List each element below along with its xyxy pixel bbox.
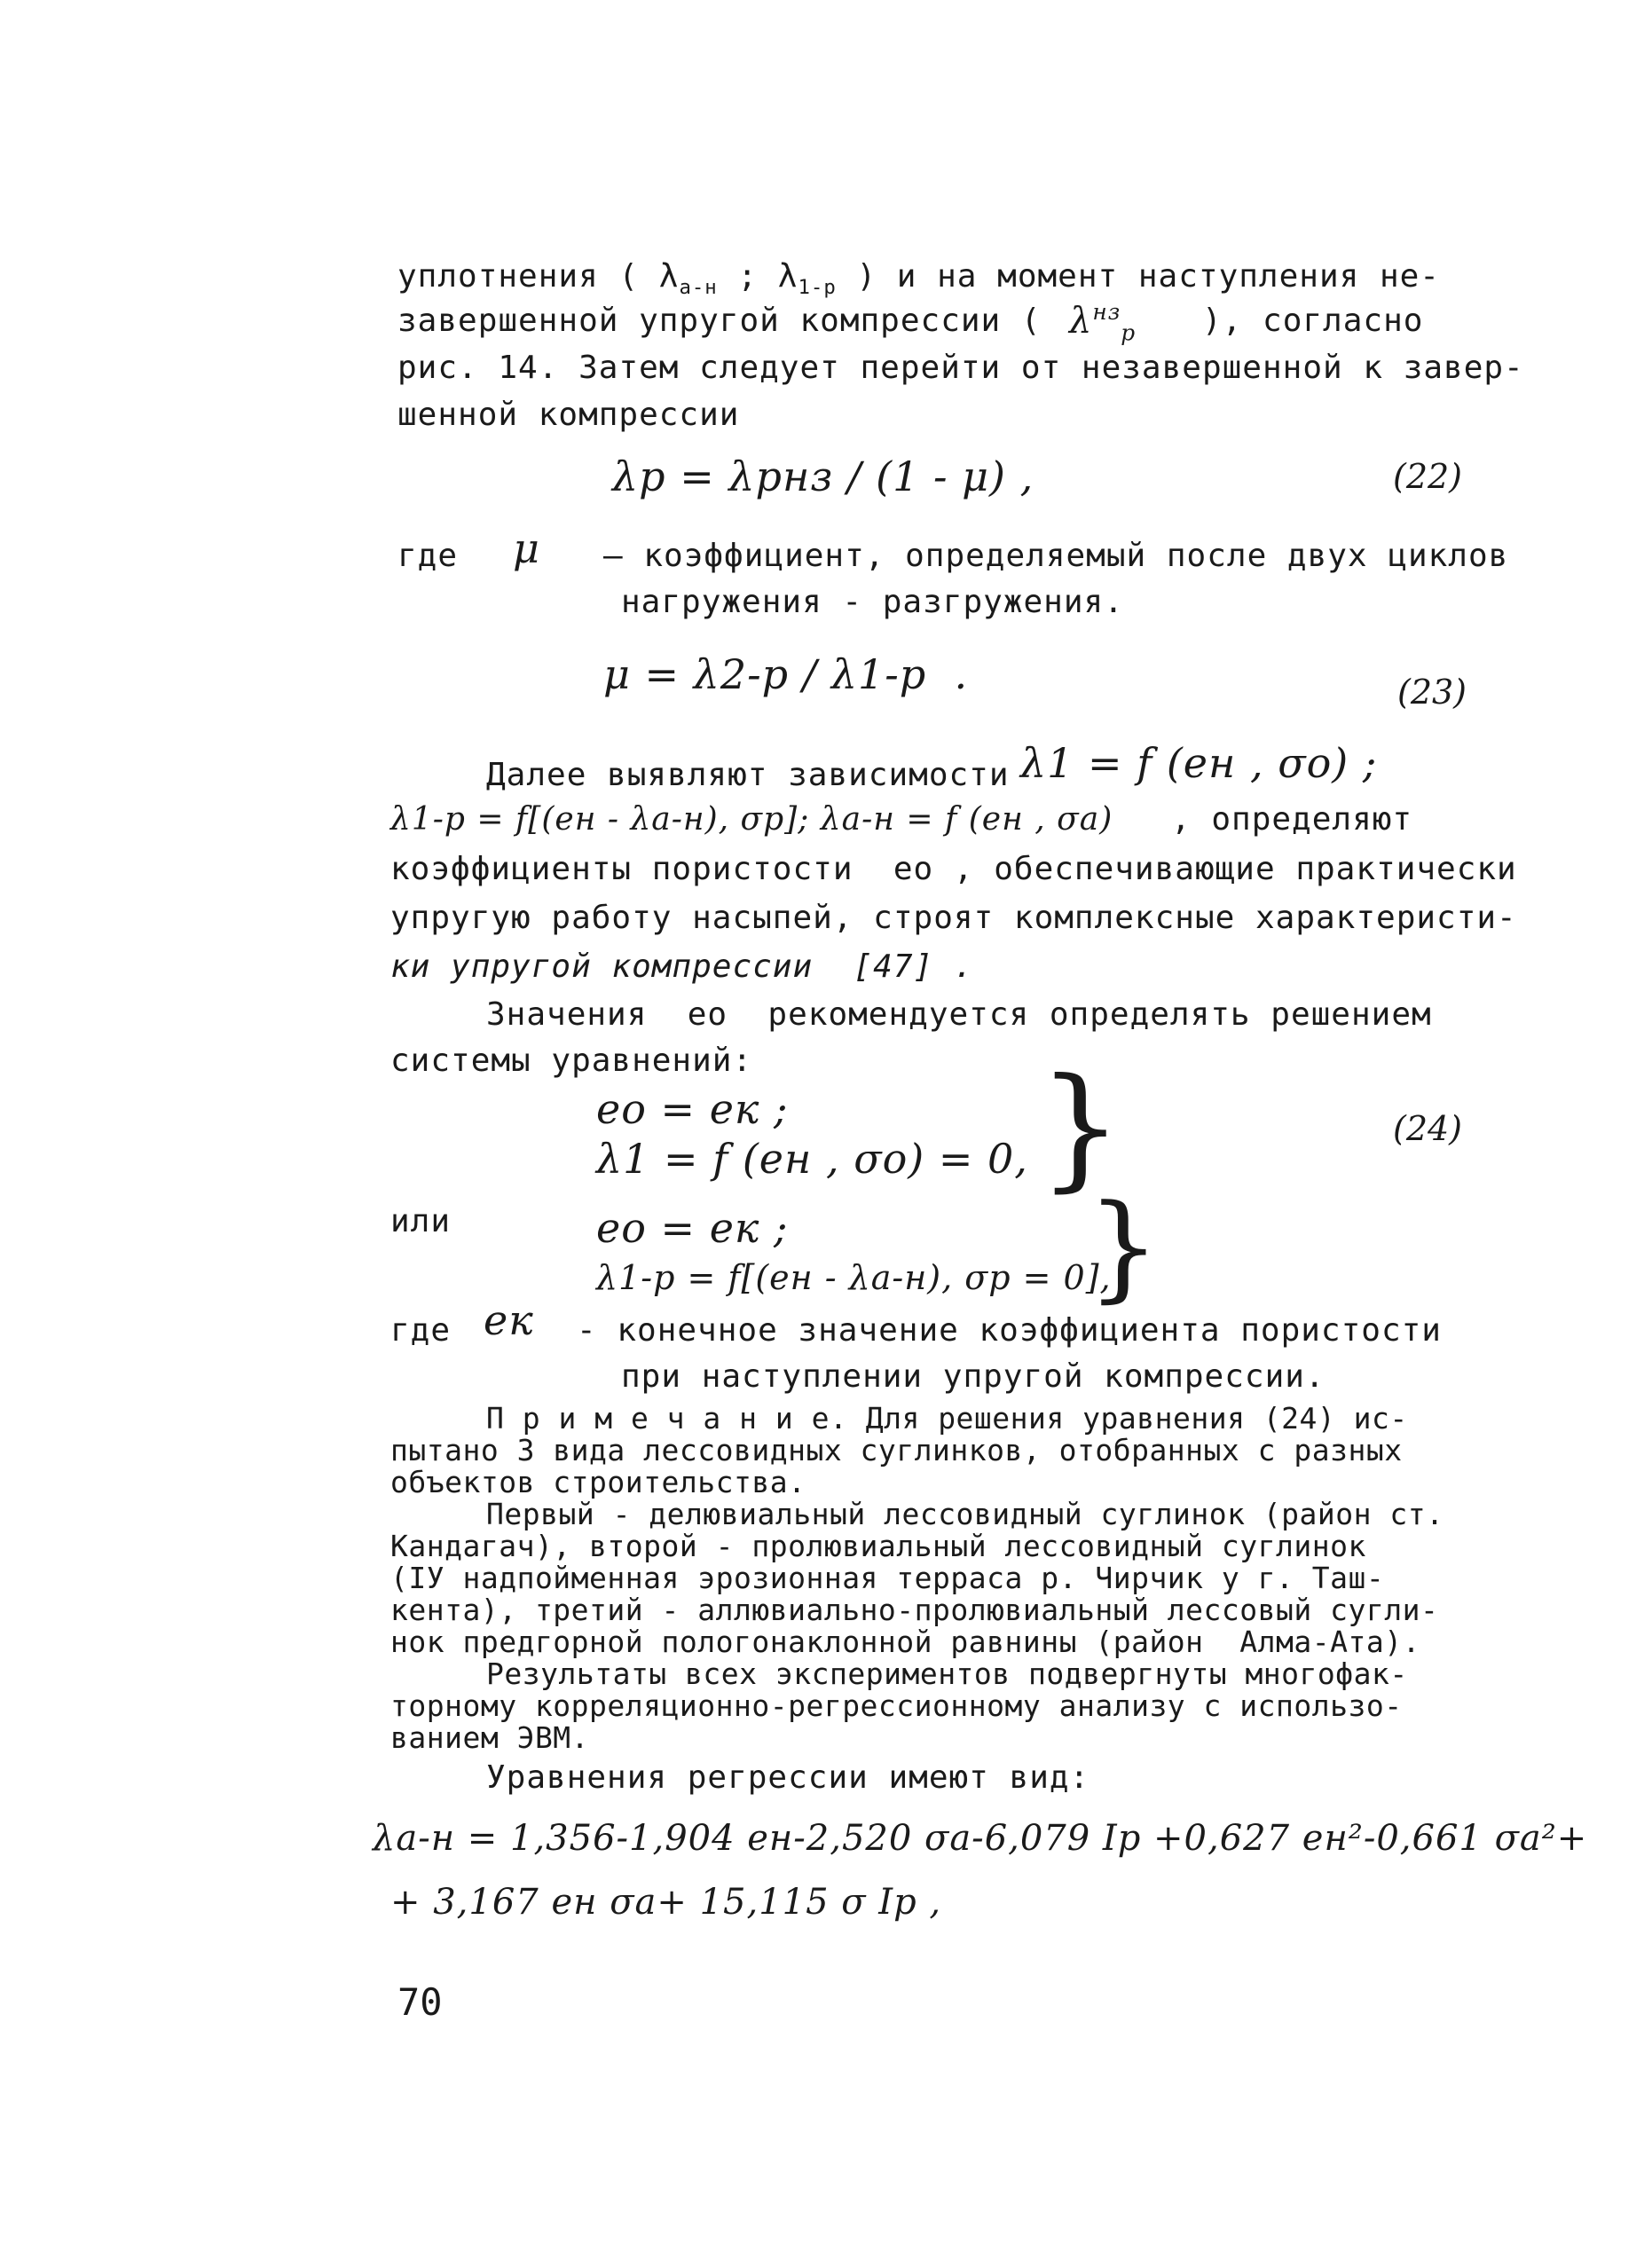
note-line-10: торному корреляционно-регрессионному анализу с использо-	[390, 1688, 1403, 1723]
note-line-6: (IУ надпойменная эрозионная терраса р. Чирчик у г. Таш-	[390, 1561, 1385, 1595]
para1-line-a: Далее выявляют зависимости	[486, 757, 1010, 793]
para1-line-b-end: , определяют	[1171, 801, 1413, 838]
text-span: уплотнения ( λ	[397, 258, 680, 295]
or-label: или	[390, 1203, 452, 1239]
para2-line-b: системы уравнений:	[390, 1043, 753, 1079]
text-line-4: шенной компрессии	[397, 397, 740, 433]
system2-line-2: λ1-р = f[(eн - λa-н), σр = 0],	[596, 1258, 1112, 1297]
where-label-2: где	[390, 1312, 452, 1349]
system2-line-1: eо = eк ;	[596, 1204, 789, 1252]
note-line-8: нок предгорной пологонаклонной равнины (район Алма-Ата).	[390, 1625, 1420, 1659]
where-text-2b: при наступлении упругой компрессии.	[621, 1358, 1326, 1395]
equation-23: μ = λ2-р / λ1-р .	[603, 650, 969, 698]
regression-line-2: + 3,167 eн σa+ 15,115 σ Iр ,	[390, 1882, 942, 1923]
mu-symbol: μ	[513, 524, 540, 572]
note-line-3: объектов строительства.	[390, 1465, 806, 1499]
note-line-9: Результаты всех экспериментов подвергнуты многофак-	[486, 1656, 1408, 1691]
equation-22-number: (22)	[1393, 457, 1463, 496]
note-line-2: пытано 3 вида лессовидных суглинков, отобранных с разных	[390, 1433, 1403, 1467]
subscript: р	[1121, 319, 1137, 346]
where-text-1a: – коэффициент, определяемый после двух циклов	[603, 538, 1509, 574]
text-line-1	[397, 257, 1440, 307]
superscript: нз	[1092, 299, 1121, 325]
para1-line-e: ки упругой компрессии [47] .	[390, 948, 974, 985]
page-number: 70	[397, 1980, 443, 2024]
para1-formula-a: λ1 = f (eн , σо) ;	[1020, 739, 1378, 787]
equation-23-number: (23)	[1397, 673, 1467, 712]
para1-formula-b: λ1-р = f[(eн - λa-н), σр]; λa-н = f (eн , σa)	[390, 801, 1113, 838]
equation-22: λр = λрнз / (1 - μ) ,	[612, 452, 1034, 500]
text-span: ; λ	[717, 258, 798, 295]
note-line-1: П р и м е ч а н и е. Для решения уравнения (24) ис-	[486, 1401, 1408, 1436]
where-text-2a: - конечное значение коэффициента пористости	[577, 1312, 1442, 1349]
text-line-2	[397, 302, 1042, 341]
text-line-3: рис. 14. Затем следует перейти от незавершенной к завер-	[397, 350, 1524, 386]
para2-line-a: Значения eо рекомендуется определять решением	[486, 996, 1432, 1033]
regression-line-1: λa-н = 1,356-1,904 eн-2,520 σa-6,079 Iр +0,627 eн²-0,661 σa²+	[373, 1818, 1588, 1859]
where-label-1: где	[397, 538, 459, 574]
regression-intro: Уравнения регрессии имеют вид:	[486, 1759, 1090, 1796]
subscript: a-н	[679, 276, 718, 300]
subscript: 1-р	[798, 276, 837, 300]
right-brace-1: }	[1038, 1050, 1123, 1205]
note-line-7: кента), третий - аллювиально-пролювиальный лессовый сугли-	[390, 1593, 1439, 1627]
system1-line-2: λ1 = f (eн , σо) = 0,	[596, 1135, 1028, 1183]
text-span: завершенной упругой компрессии (	[397, 303, 1042, 339]
note-line-11: ванием ЭВМ.	[390, 1720, 590, 1755]
right-brace-2: }	[1087, 1179, 1160, 1314]
where-text-1b: нагружения - разгружения.	[621, 584, 1124, 620]
para1-line-d: упругую работу насыпей, строят комплексные характеристи-	[390, 900, 1517, 936]
symbol: λ	[1069, 300, 1093, 342]
equation-24-number: (24)	[1393, 1109, 1463, 1148]
text-span: ) и на момент наступления не-	[836, 258, 1440, 295]
system1-line-1: eо = eк ;	[596, 1085, 789, 1133]
note-line-4: Первый - делювиальный лессовидный суглинок (район ст.	[486, 1497, 1444, 1531]
note-line-5: Кандагач), второй - пролювиальный лессовидный суглинок	[390, 1529, 1366, 1563]
para1-line-c: коэффициенты пористости eо , обеспечивающие практически	[390, 851, 1517, 887]
text-line-2-end: ), согласно	[1202, 303, 1424, 339]
lambda-p-nz	[1069, 293, 1136, 352]
ek-symbol: eк	[484, 1296, 534, 1344]
